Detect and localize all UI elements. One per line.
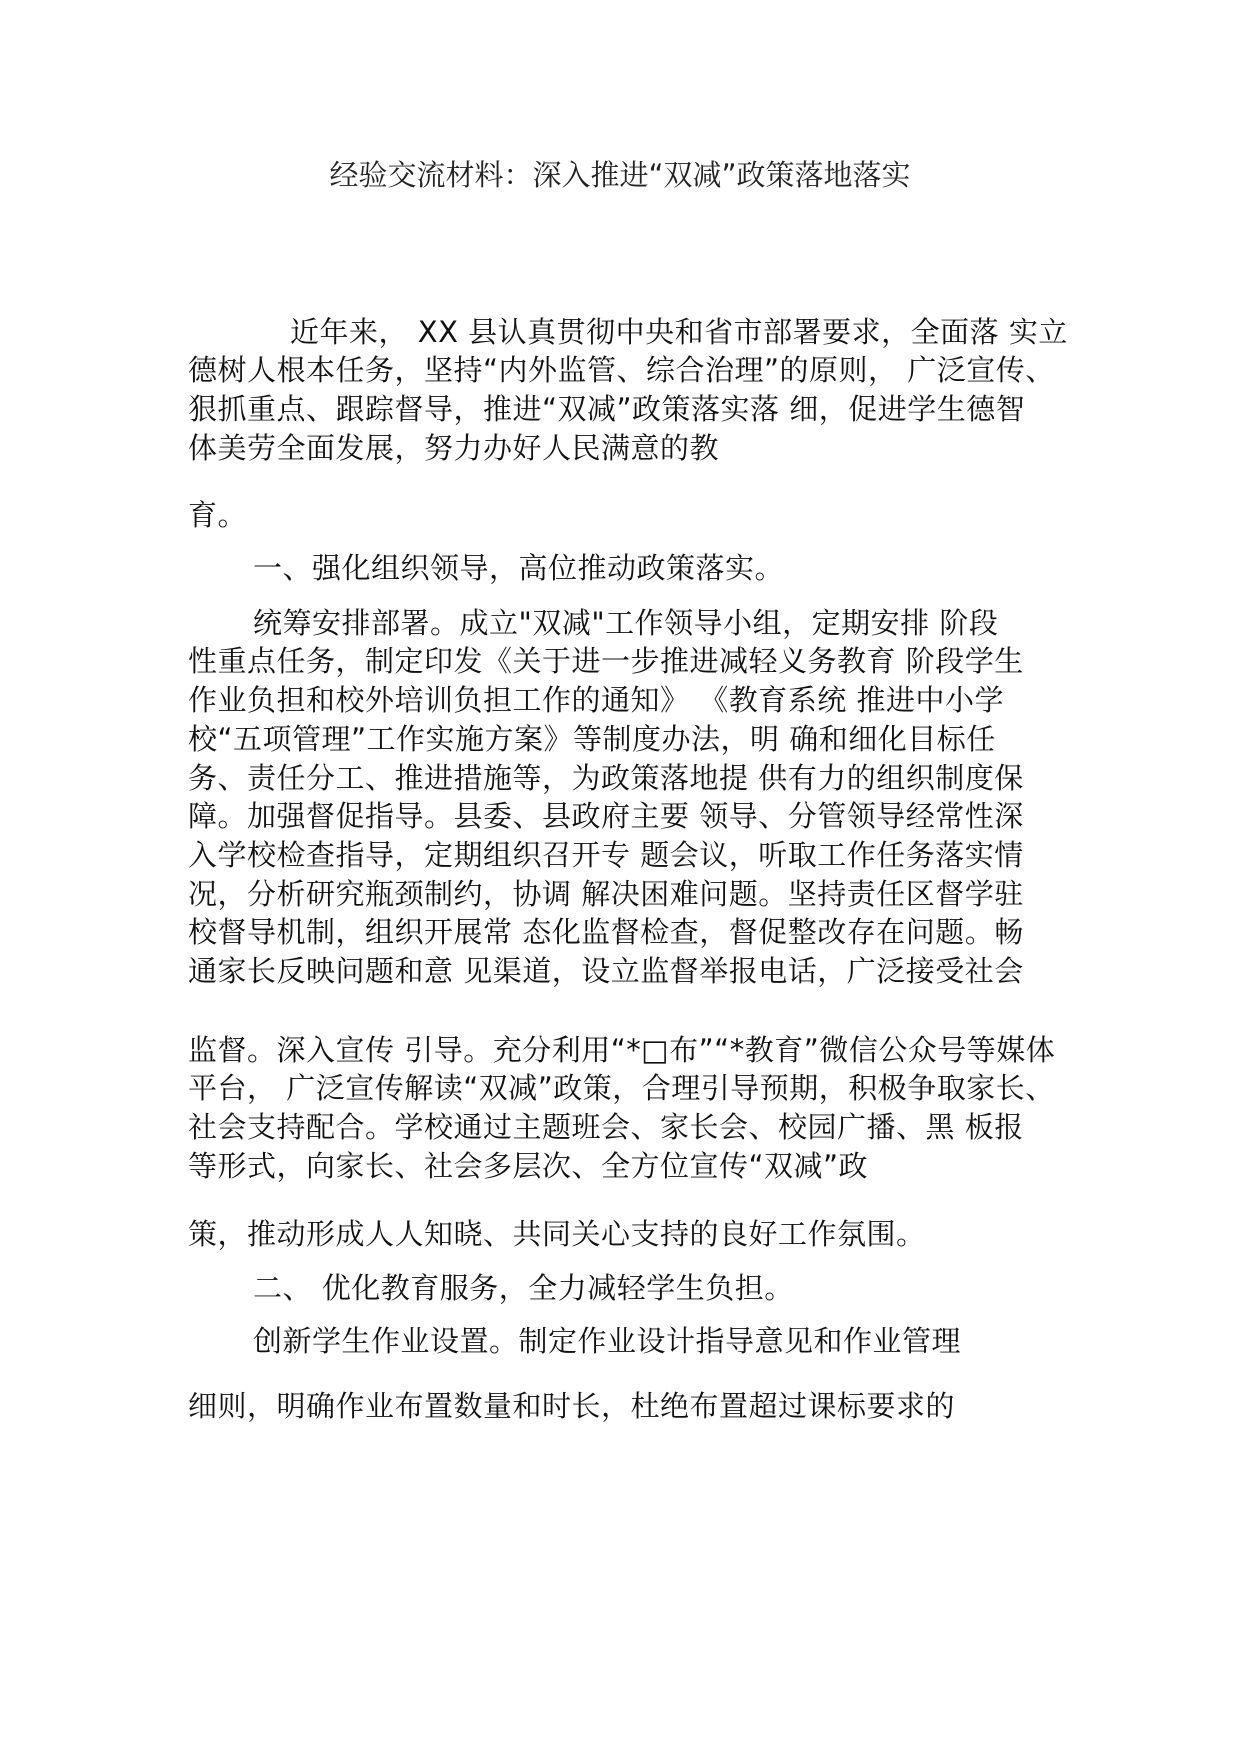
- paragraph-line: 性重点任务，制定印发《关于进一步推进减轻义务教育 阶段学生: [188, 644, 1024, 678]
- paragraph-line: 校督导机制，组织开展常 态化监督检查，督促整改存在问题。畅: [188, 915, 1024, 949]
- paragraph-line: 创新学生作业设置。制定作业设计指导意见和作业管理: [253, 1324, 962, 1358]
- paragraph-line: 通家长反映问题和意 见渠道，设立监督举报电话，广泛接受社会: [188, 954, 1024, 988]
- section-heading: 二、 优化教育服务，全力减轻学生负担。: [253, 1271, 794, 1305]
- paragraph-line: 统筹安排部署。成立"双减"工作领导小组，定期安排 阶段: [253, 606, 999, 640]
- paragraph-line: 务、责任分工、推进措施等，为政策落地提 供有力的组织制度保: [188, 761, 1024, 795]
- paragraph-line: 社会支持配合。学校通过主题班会、家长会、校园广播、黑 板报: [188, 1110, 1024, 1144]
- paragraph-line: 监督。深入宣传 引导。充分利用“*□布”“*教育”微信公众号等媒体: [188, 1033, 1056, 1067]
- paragraph-line: 障。加强督促指导。县委、县政府主要 领导、分管领导经常性深: [188, 799, 1024, 833]
- paragraph-line: 体美劳全面发展，努力办好人民满意的教: [188, 431, 720, 465]
- paragraph-line: 近年来， XX 县认真贯彻中央和省市部署要求，全面落 实立: [290, 315, 1068, 349]
- paragraph-line: 育。: [188, 498, 248, 532]
- paragraph-line: 德树人根本任务，坚持“内外监管、综合治理”的原则， 广泛宣传、: [188, 353, 1055, 387]
- paragraph-line: 况，分析研究瓶颈制约，协调 解决困难问题。坚持责任区督学驻: [188, 877, 1024, 911]
- paragraph-line: 校“五项管理”工作实施方案》等制度办法，明 确和细化目标任: [188, 722, 996, 756]
- paragraph-line: 作业负担和校外培训负担工作的通知》 《教育系统 推进中小学: [188, 683, 1004, 717]
- document-title: 经验交流材料：深入推进“双减”政策落地落实: [329, 158, 911, 192]
- paragraph-line: 入学校检查指导，定期组织召开专 题会议，听取工作任务落实情: [188, 838, 1024, 872]
- paragraph-line: 细则，明确作业布置数量和时长，杜绝布置超过课标要求的: [188, 1389, 956, 1423]
- paragraph-line: 狠抓重点、跟踪督导，推进“双减”政策落实落 细，促进学生德智: [188, 392, 1026, 426]
- section-heading: 一、强化组织领导，高位推动政策落实。: [253, 551, 785, 585]
- paragraph-line: 平台， 广泛宣传解读“双减”政策，合理引导预期，积极争取家长、: [188, 1071, 1055, 1105]
- paragraph-line: 策，推动形成人人知晓、共同关心支持的良好工作氛围。: [188, 1217, 926, 1251]
- paragraph-line: 等形式，向家长、社会多层次、全方位宣传“双减”政: [188, 1149, 869, 1183]
